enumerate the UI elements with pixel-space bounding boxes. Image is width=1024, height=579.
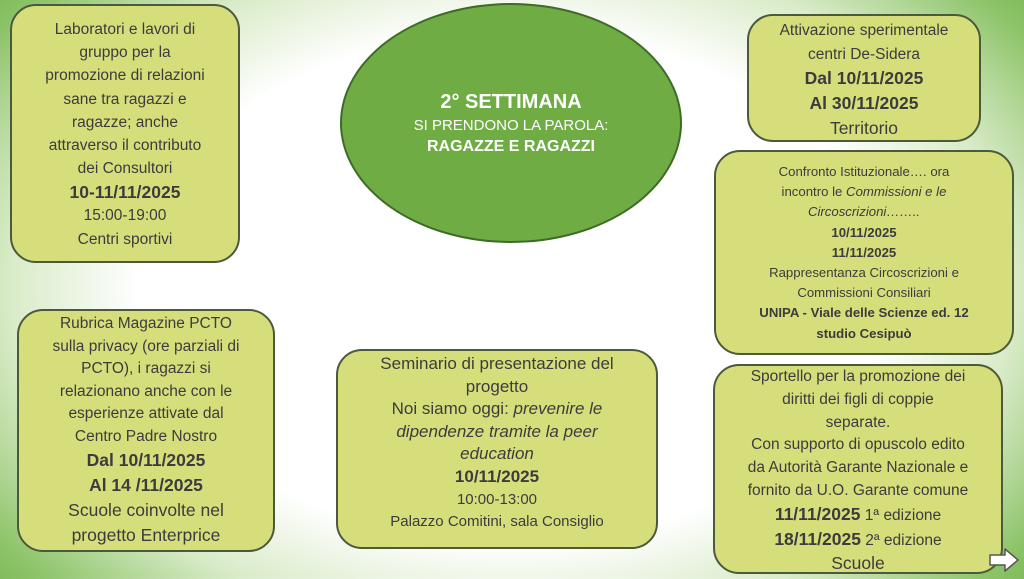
sportello-line: da Autorità Garante Nazionale e (747, 459, 969, 477)
confronto-italic: Circoscrizioni…….. (807, 204, 921, 220)
attivazione-date-to: Al 30/11/2025 (809, 93, 919, 113)
box-sportello (713, 364, 1003, 574)
laboratori-place: Centri sportivi (77, 230, 173, 248)
laboratori-line: sane tra ragazzi e (63, 90, 187, 108)
seminario-italic: education (460, 444, 534, 464)
rubrica-line: PCTO), i ragazzi si (81, 360, 211, 377)
laboratori-time: 15:00-19:00 (83, 207, 167, 225)
box-confronto (714, 150, 1014, 355)
confronto-prefix: incontro le (781, 184, 847, 200)
sportello-line: separate. (825, 413, 891, 431)
confronto-date: 10/11/2025 (831, 224, 897, 240)
attivazione-place: Territorio (829, 118, 899, 138)
week-subtitle: SI PRENDONO LA PAROLA: (413, 116, 609, 134)
seminario-time: 10:00-13:00 (456, 490, 538, 508)
laboratori-line: gruppo per la (79, 44, 171, 62)
right-arrow-icon[interactable] (988, 546, 1020, 574)
confronto-date: 11/11/2025 (831, 244, 897, 260)
laboratori-line: ragazze; anche (72, 113, 178, 131)
attivazione-line: centri De-Sidera (808, 45, 920, 63)
sportello-edition-row (775, 503, 941, 528)
confronto-line: Rappresentanza Circoscrizioni e (769, 265, 959, 281)
sportello-edition: 2ª edizione (860, 531, 942, 549)
seminario-italic: prevenire le (513, 399, 603, 419)
sportello-line: Con supporto di opuscolo edito (751, 436, 965, 454)
week-highlight: RAGAZZE E RAGAZZI (427, 137, 595, 155)
rubrica-place: Scuole coinvolte nel (68, 500, 224, 520)
rubrica-place: progetto Enterprice (71, 525, 221, 545)
sportello-edition: 1ª edizione (860, 506, 942, 524)
seminario-prefix: Noi siamo oggi: (391, 399, 514, 419)
confronto-place: studio Cesipuò (816, 325, 912, 341)
seminario-line: Seminario di presentazione del (380, 354, 614, 373)
box-laboratori (10, 4, 240, 263)
confronto-line: Confronto Istituzionale…. ora (778, 164, 950, 179)
seminario-italic: dipendenze tramite la peer (396, 421, 598, 441)
rubrica-line: esperienze attivate dal (68, 405, 224, 422)
confronto-italic: Commissioni e le (846, 184, 947, 200)
sportello-edition-row (774, 528, 941, 553)
sportello-line: diritti dei figli di coppie (782, 390, 934, 408)
laboratori-line: attraverso il contributo (48, 137, 202, 155)
center-ellipse (340, 3, 682, 243)
attivazione-line: Attivazione sperimentale (779, 22, 949, 39)
laboratori-line: promozione di relazioni (45, 67, 205, 85)
sportello-line: fornito da U.O. Garante comune (747, 481, 969, 499)
confronto-line: Commissioni Consiliari (797, 285, 931, 301)
seminario-line (392, 398, 603, 421)
confronto-place: UNIPA - Viale delle Scienze ed. 12 (759, 305, 969, 321)
right-arrow-shape (988, 546, 1020, 574)
rubrica-line: sulla privacy (ore parziali di (52, 337, 240, 355)
week-title: 2° SETTIMANA (440, 90, 582, 113)
attivazione-date-from: Dal 10/11/2025 (804, 68, 924, 88)
rubrica-date-to: Al 14 /11/2025 (89, 475, 203, 495)
seminario-line: progetto (465, 376, 529, 396)
rubrica-date-from: Dal 10/11/2025 (86, 450, 206, 470)
laboratori-line: dei Consultori (77, 160, 173, 178)
confronto-line (782, 182, 947, 202)
rubrica-line: Rubrica Magazine PCTO (59, 315, 232, 332)
laboratori-date: 10-11/11/2025 (69, 182, 181, 203)
rubrica-line: relazionano anche con le (59, 382, 233, 400)
seminario-date: 10/11/2025 (454, 466, 540, 486)
box-rubrica (17, 309, 275, 552)
rubrica-line: Centro Padre Nostro (74, 427, 218, 445)
box-seminario (336, 349, 658, 549)
sportello-line: Sportello per la promozione dei (750, 368, 966, 385)
sportello-place: Scuole (831, 553, 885, 574)
laboratori-line: Laboratori e lavori di (54, 21, 196, 38)
seminario-place: Palazzo Comitini, sala Consiglio (390, 512, 604, 530)
box-attivazione (747, 14, 981, 142)
sportello-date: 11/11/2025 (774, 503, 861, 524)
sportello-date: 18/11/2025 (774, 528, 861, 549)
